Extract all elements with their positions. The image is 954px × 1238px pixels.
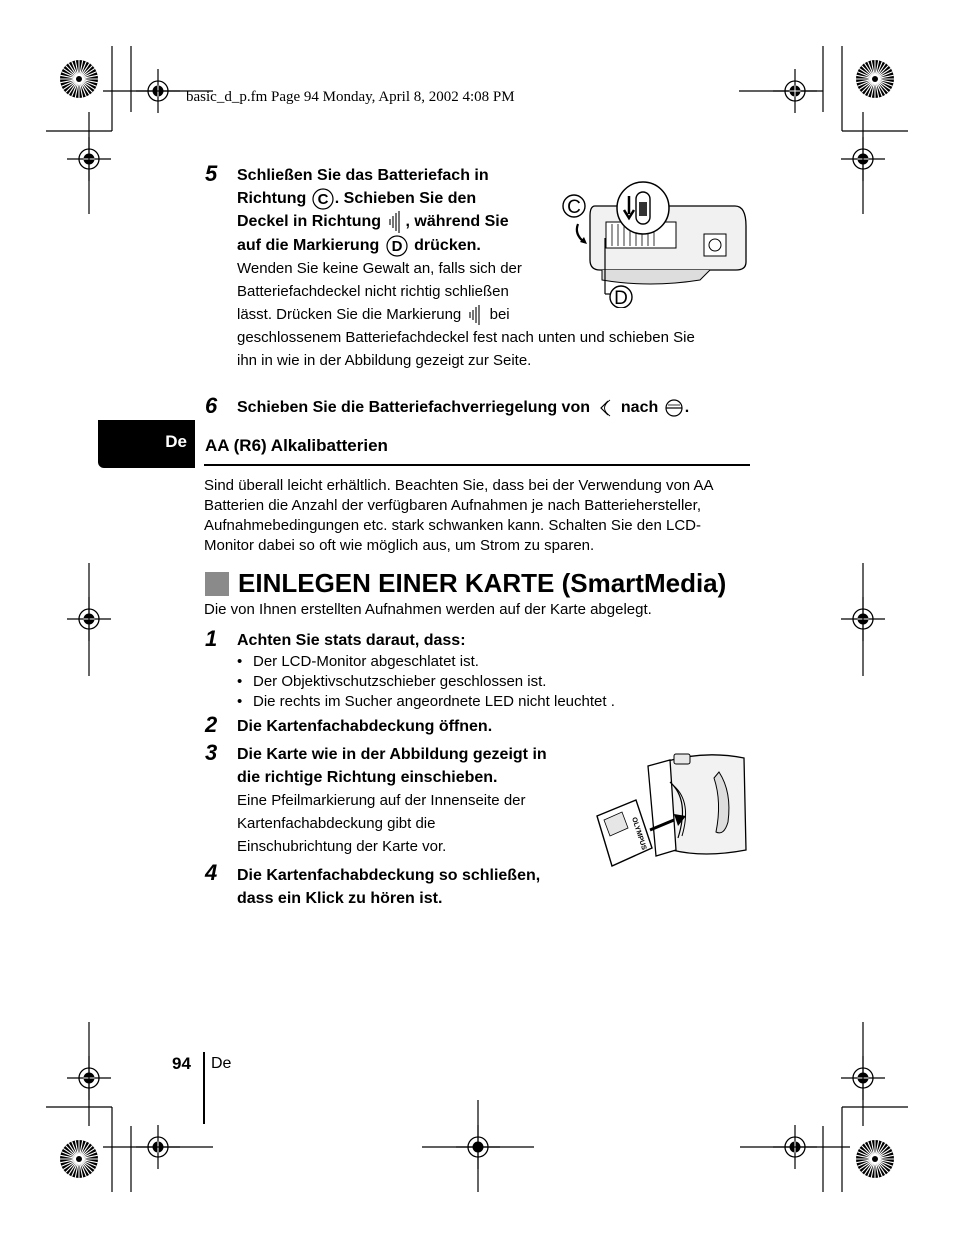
step-1-number: 1 (205, 626, 218, 651)
step-3-title-1: Die Karte wie in der Abbildung gezeigt in (237, 746, 547, 763)
step-6-number: 6 (205, 393, 218, 418)
step-5-line-4b: drücken. (414, 237, 481, 254)
step-5-line-2a: Richtung (237, 190, 307, 207)
step-4-title-2: dass ein Klick zu hören ist. (237, 890, 443, 907)
lock-symbol-icon (663, 398, 685, 418)
step-3-body-1: Eine Pfeilmarkierung auf der Innenseite der (237, 792, 526, 809)
file-info-header: basic_d_p.fm Page 94 Monday, April 8, 2002 4:08 PM (186, 89, 515, 105)
section-marker-icon (205, 572, 229, 596)
step-3-body-3: Einschubrichtung der Karte vor. (237, 838, 447, 855)
aa-body-line-2: Batterien die Anzahl der verfügbaren Aufnahmen je nach Batteriehersteller, (204, 497, 701, 514)
list-item: • Der Objektivschutzschieber geschlossen ist. (253, 672, 615, 692)
step-2-title: Die Kartenfachabdeckung öffnen. (237, 718, 493, 735)
step-5-line-4a: auf die Markierung (237, 237, 380, 254)
card-section-title: EINLEGEN EINER KARTE (SmartMedia) (238, 568, 727, 598)
step-5-body-5: ihn in wie in der Abbildung gezeigt zur Seite. (237, 352, 532, 370)
svg-text:D: D (391, 237, 403, 255)
step-5-line-3 (237, 210, 509, 234)
list-item: • Die rechts im Sucher angeordnete LED nicht leuchtet . (253, 692, 615, 712)
step-5-line-3a: Deckel in Richtung (237, 213, 382, 231)
step-1-bullets (253, 652, 615, 712)
step-3-title (237, 743, 547, 789)
step-3-title-2: die richtige Richtung einschieben. (237, 769, 498, 786)
figure-label-d: D (614, 288, 628, 308)
language-tab (98, 420, 195, 468)
step-4-number: 4 (205, 860, 218, 885)
symbol-c-icon (311, 188, 335, 210)
press-mark-icon (385, 210, 405, 234)
aa-section-title: AA (R6) Alkalibatterien (205, 436, 388, 455)
language-tab-label: De (165, 432, 187, 451)
step-5-body-2: Batteriefachdeckel nicht richtig schließen (237, 283, 509, 300)
step-6-text-a: Schieben Sie die Batteriefachverriegelung von (237, 399, 590, 416)
card-brand-label: OLYMPUS (630, 816, 648, 851)
section-divider (204, 464, 750, 466)
step-6-text-b: nach (620, 399, 659, 416)
step-5-body-4: geschlossenem Batteriefachdeckel fest nach unten und schieben Sie (237, 329, 695, 347)
step-4-title (237, 864, 540, 910)
step-5-line-2b: . Schieben Sie den (334, 190, 477, 207)
battery-cover-illustration (560, 176, 750, 308)
symbol-d-icon (384, 235, 410, 257)
step-5-line-3b: , während Sie (405, 213, 509, 231)
step-5-line-4 (237, 234, 509, 257)
svg-text:C: C (317, 190, 329, 208)
step-2-number: 2 (205, 712, 218, 737)
aa-body-line-4: Monitor dabei so oft wie möglich aus, um Strom zu sparen. (204, 537, 595, 554)
step-5-number: 5 (205, 161, 218, 186)
aa-section-body (204, 476, 714, 556)
step-5-body-1: Wenden Sie keine Gewalt an, falls sich der (237, 260, 522, 277)
step-6-text (237, 396, 689, 419)
step-4-title-1: Die Kartenfachabdeckung so schließen, (237, 867, 541, 884)
aa-body-line-1: Sind überall leicht erhältlich. Beachten Sie, dass bei der Verwendung von AA (204, 477, 714, 494)
step-6-text-c: . (684, 399, 690, 416)
step-3-body (237, 789, 526, 858)
aa-body-line-3: Aufnahmebedingungen etc. stark schwanken kann. Schalten Sie den LCD- (204, 517, 701, 534)
figure-label-c: C (567, 197, 581, 218)
step-5-title (237, 164, 509, 257)
unlock-symbol-icon (594, 398, 616, 418)
step-5-line-1: Schließen Sie das Batteriefach in (237, 167, 489, 184)
step-1-title: Achten Sie stats daraut, dass: (237, 632, 466, 649)
page-number: 94 (172, 1054, 191, 1073)
card-section-intro: Die von Ihnen erstellten Aufnahmen werden auf der Karte abgelegt. (204, 601, 652, 618)
card-insertion-illustration (594, 752, 750, 872)
step-5-line-2 (237, 187, 509, 210)
step-5-body-3a: lässt. Drücken Sie die Markierung (237, 306, 462, 323)
footer-divider (203, 1052, 205, 1124)
press-mark-icon (465, 304, 485, 326)
list-item: • Der LCD-Monitor abgeschlatet ist. (253, 652, 615, 672)
step-5-body-3b: bei (489, 306, 510, 323)
footer-language: De (211, 1055, 232, 1072)
step-3-number: 3 (205, 740, 218, 765)
step-3-body-2: Kartenfachabdeckung gibt die (237, 815, 436, 832)
